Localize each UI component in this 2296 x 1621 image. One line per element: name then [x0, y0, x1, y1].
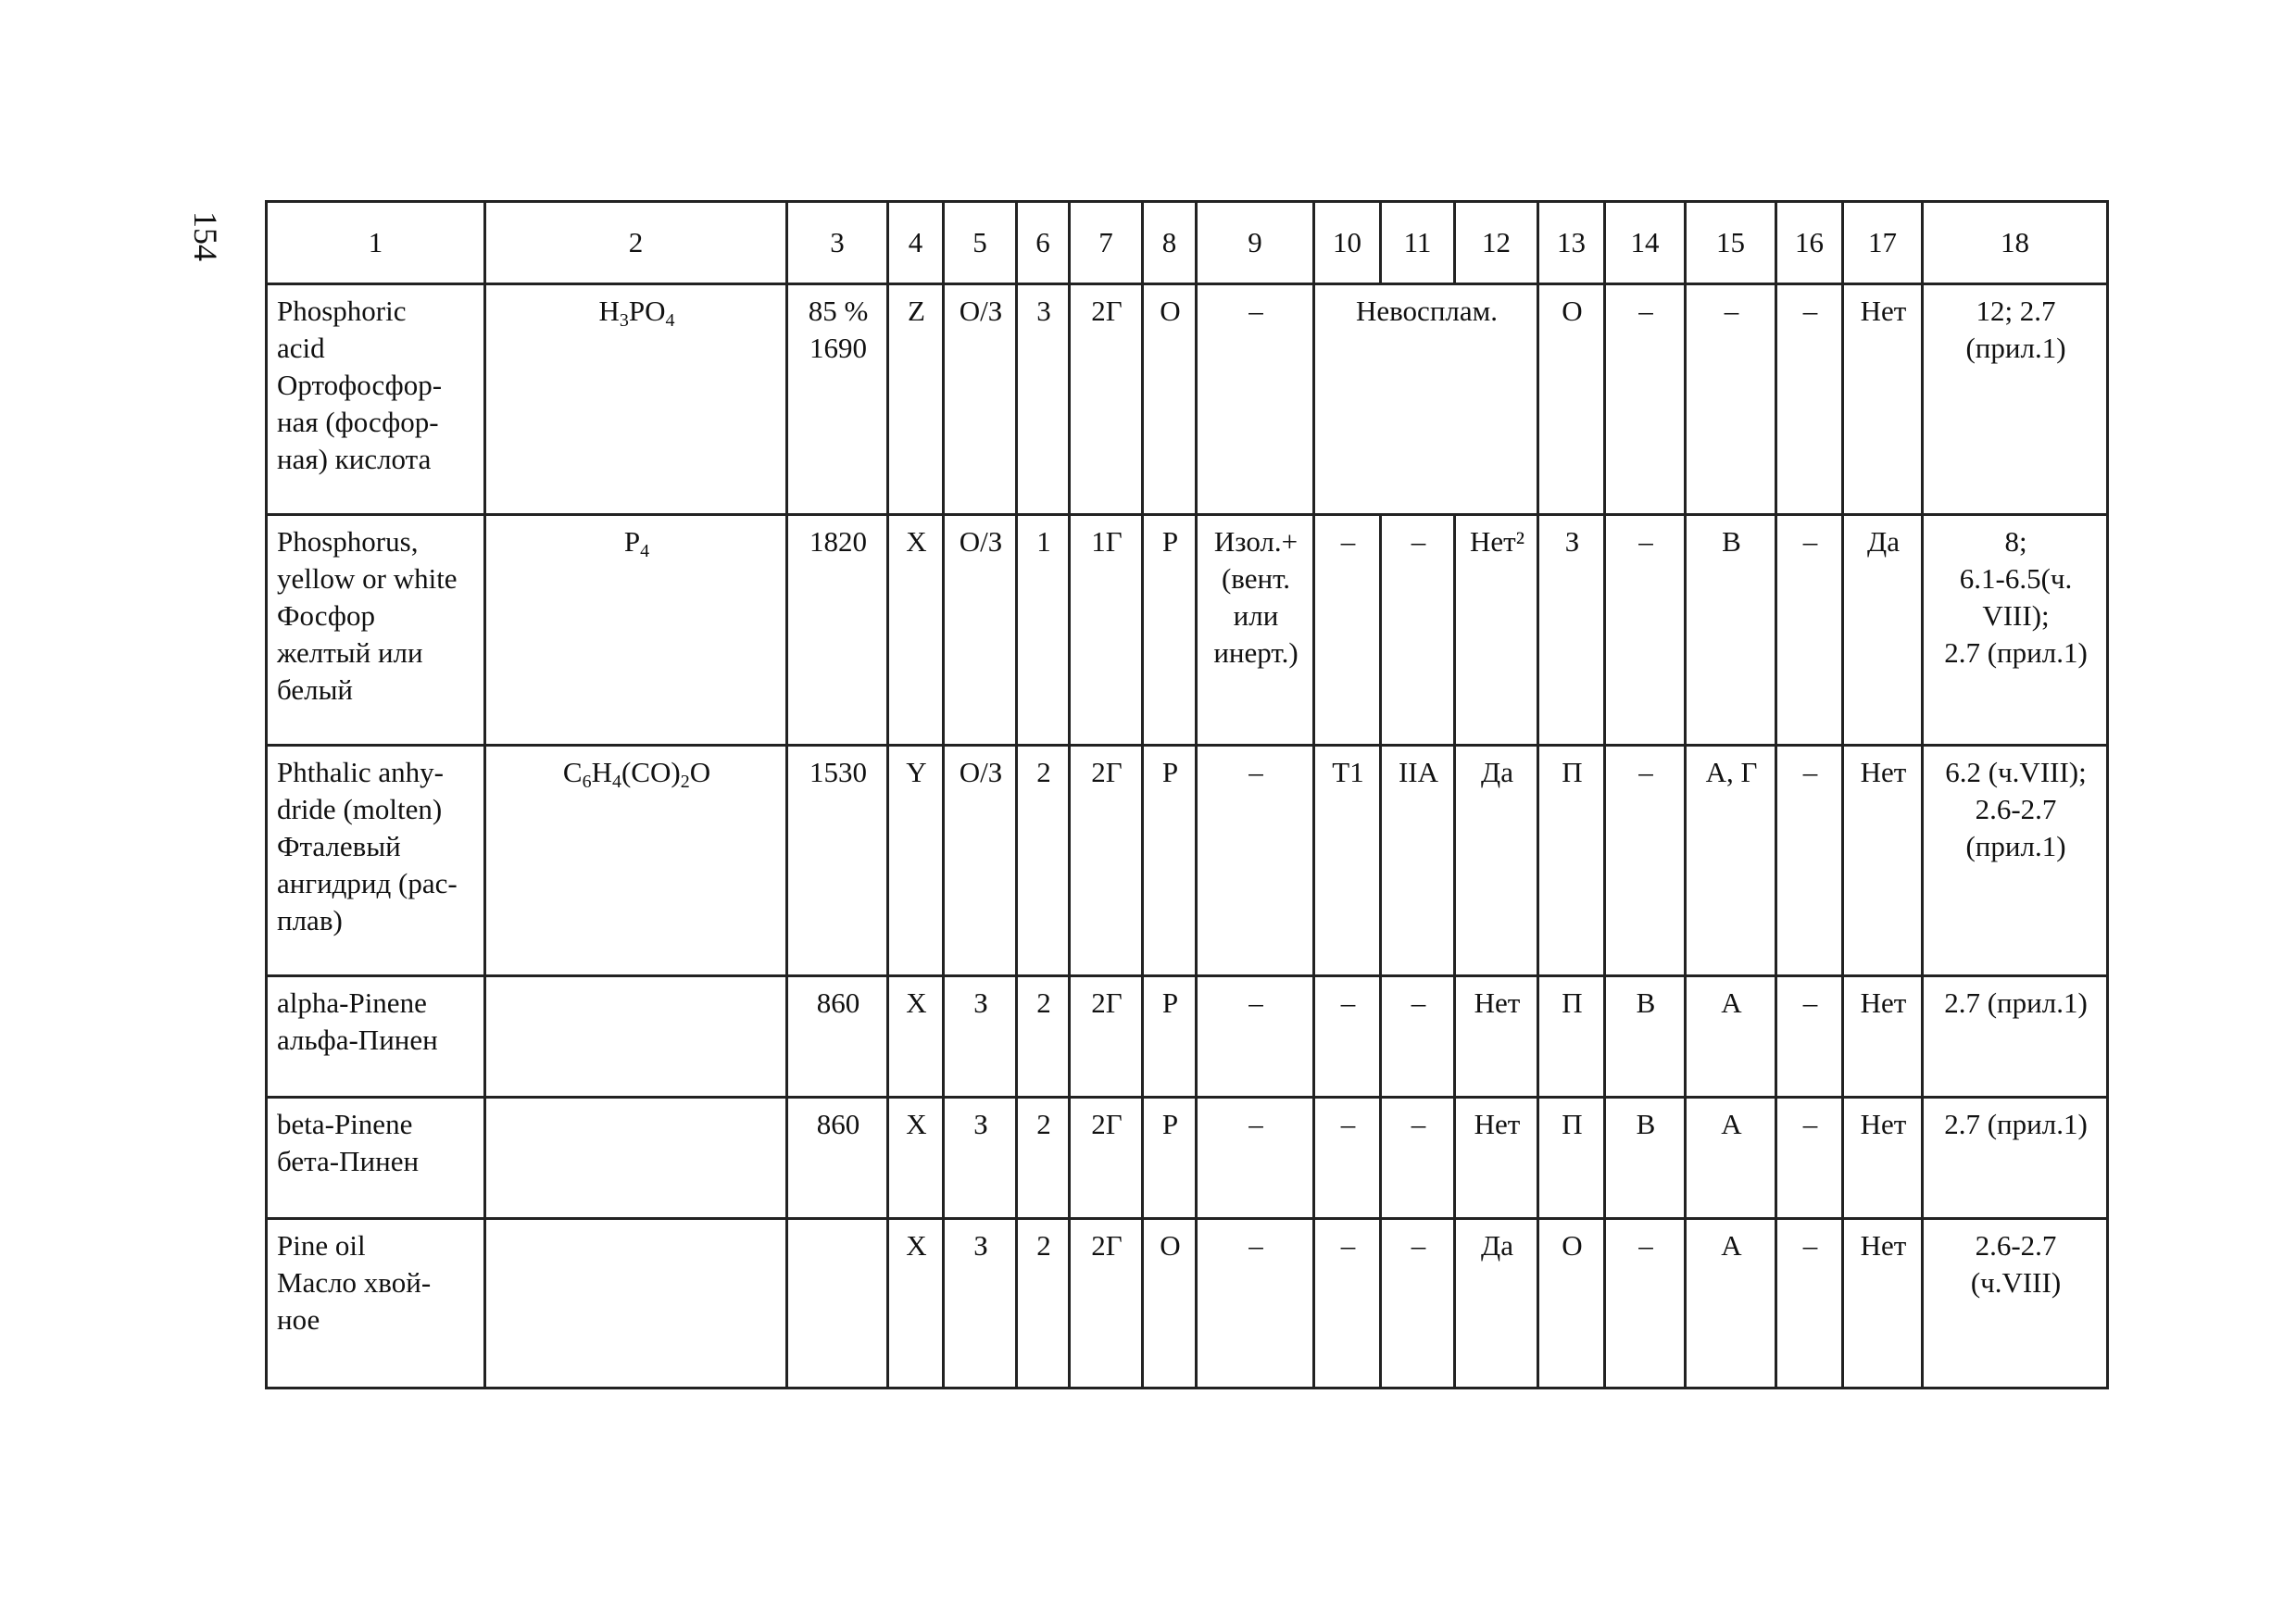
cell-col4: X [888, 515, 944, 746]
header-cell: 8 [1143, 202, 1197, 284]
chemical-formula: $H_3PO_4$ [485, 284, 787, 515]
cell-col8: О [1143, 1219, 1197, 1389]
cell-col14: В [1605, 1098, 1686, 1219]
header-cell: 12 [1455, 202, 1538, 284]
cell-col3: 860 [787, 1098, 888, 1219]
cell-col13: П [1538, 746, 1605, 976]
cell-col16: – [1776, 284, 1843, 515]
table-row [267, 1219, 2108, 1389]
table-row [267, 284, 2108, 515]
cell-col11: IIA [1381, 746, 1455, 976]
cell-col14: – [1605, 746, 1686, 976]
cell-col13: П [1538, 976, 1605, 1098]
cell-col15: А [1686, 976, 1776, 1098]
header-cell: 2 [485, 202, 787, 284]
cell-col14: – [1605, 284, 1686, 515]
header-cell: 18 [1923, 202, 2108, 284]
cell-col11: – [1381, 1098, 1455, 1219]
cell-col12: Да [1455, 1219, 1538, 1389]
cell-col13: П [1538, 1098, 1605, 1219]
cell-col10: – [1314, 1098, 1381, 1219]
cell-col9: – [1197, 746, 1314, 976]
cell-col6: 3 [1017, 284, 1070, 515]
cell-col18: 12; 2.7 (прил.1) [1923, 284, 2108, 515]
cell-col9: – [1197, 976, 1314, 1098]
cargo-properties-table [265, 200, 2109, 1389]
cell-col6: 2 [1017, 1098, 1070, 1219]
cell-col9: Изол.+ (вент. или инерт.) [1197, 515, 1314, 746]
cell-col5: З [944, 1219, 1017, 1389]
cell-col4: Y [888, 746, 944, 976]
cell-col8: О [1143, 284, 1197, 515]
cell-col5: О/З [944, 746, 1017, 976]
cell-col18: 2.7 (прил.1) [1923, 1098, 2108, 1219]
header-cell: 9 [1197, 202, 1314, 284]
cell-col8: Р [1143, 746, 1197, 976]
cell-col16: – [1776, 515, 1843, 746]
cell-col16: – [1776, 1098, 1843, 1219]
cargo-name: Phosphorus, yellow or white Фосфор желтый или белый [267, 515, 485, 746]
cell-col18: 2.7 (прил.1) [1923, 976, 2108, 1098]
page-number: 154 [187, 211, 224, 261]
cell-col13: О [1538, 1219, 1605, 1389]
cell-col16: – [1776, 1219, 1843, 1389]
cell-col6: 1 [1017, 515, 1070, 746]
chemical-formula [485, 976, 787, 1098]
header-cell: 15 [1686, 202, 1776, 284]
cell-col9: – [1197, 1098, 1314, 1219]
chemical-formula [485, 1098, 787, 1219]
cell-col5: О/З [944, 515, 1017, 746]
header-row [267, 202, 2108, 284]
cell-col18: 8; 6.1-6.5(ч. VIII); 2.7 (прил.1) [1923, 515, 2108, 746]
header-cell: 5 [944, 202, 1017, 284]
header-cell: 17 [1843, 202, 1923, 284]
cargo-name: Phthalic anhy- dride (molten) Фталевый ангидрид (рас- плав) [267, 746, 485, 976]
cell-col4: Z [888, 284, 944, 515]
cell-col3: 85 % 1690 [787, 284, 888, 515]
cell-col9: – [1197, 1219, 1314, 1389]
cell-col14: – [1605, 1219, 1686, 1389]
cell-col14: В [1605, 976, 1686, 1098]
cell-col18: 2.6-2.7 (ч.VIII) [1923, 1219, 2108, 1389]
cell-col10: – [1314, 1219, 1381, 1389]
cell-col7: 2Г [1070, 1219, 1143, 1389]
cell-col5: З [944, 1098, 1017, 1219]
header-cell: 3 [787, 202, 888, 284]
cell-col15: А, Г [1686, 746, 1776, 976]
cell-col17: Нет [1843, 284, 1923, 515]
cell-col7: 2Г [1070, 1098, 1143, 1219]
cell-col16: – [1776, 976, 1843, 1098]
chemical-formula: $P_4$ [485, 515, 787, 746]
cell-col10-12-merged: Невоcплам. [1314, 284, 1538, 515]
cell-col4: X [888, 1098, 944, 1219]
cell-col10: – [1314, 976, 1381, 1098]
header-cell: 6 [1017, 202, 1070, 284]
cell-col7: 2Г [1070, 284, 1143, 515]
cell-col12: Нет² [1455, 515, 1538, 746]
cell-col16: – [1776, 746, 1843, 976]
cargo-name: Phosphoric acid Ортофосфор- ная (фосфор- ная) кислота [267, 284, 485, 515]
header-cell: 4 [888, 202, 944, 284]
cell-col11: – [1381, 1219, 1455, 1389]
cell-col17: Нет [1843, 746, 1923, 976]
cell-col7: 2Г [1070, 746, 1143, 976]
cell-col5: З [944, 976, 1017, 1098]
cell-col6: 2 [1017, 1219, 1070, 1389]
cell-col8: Р [1143, 976, 1197, 1098]
cell-col6: 2 [1017, 746, 1070, 976]
cell-col3: 1530 [787, 746, 888, 976]
cell-col15: А [1686, 1098, 1776, 1219]
cell-col18: 6.2 (ч.VIII); 2.6-2.7 (прил.1) [1923, 746, 2108, 976]
header-cell: 16 [1776, 202, 1843, 284]
table-row [267, 976, 2108, 1098]
header-cell: 13 [1538, 202, 1605, 284]
cell-col15: В [1686, 515, 1776, 746]
table-row [267, 746, 2108, 976]
header-cell: 10 [1314, 202, 1381, 284]
cell-col3: 860 [787, 976, 888, 1098]
cell-col3 [787, 1219, 888, 1389]
cargo-name: alpha-Pinene альфа-Пинен [267, 976, 485, 1098]
cell-col4: X [888, 1219, 944, 1389]
cell-col13: З [1538, 515, 1605, 746]
cell-col13: О [1538, 284, 1605, 515]
cell-col15: – [1686, 284, 1776, 515]
cell-col5: О/З [944, 284, 1017, 515]
cell-col14: – [1605, 515, 1686, 746]
cell-col8: Р [1143, 515, 1197, 746]
header-cell: 14 [1605, 202, 1686, 284]
cell-col12: Нет [1455, 1098, 1538, 1219]
table-row [267, 515, 2108, 746]
chemical-formula: $C_6H_4(CO)_2O$ [485, 746, 787, 976]
cell-col17: Нет [1843, 976, 1923, 1098]
cell-col3: 1820 [787, 515, 888, 746]
cell-col15: А [1686, 1219, 1776, 1389]
cell-col9: – [1197, 284, 1314, 515]
cell-col17: Да [1843, 515, 1923, 746]
cell-col6: 2 [1017, 976, 1070, 1098]
cell-col8: Р [1143, 1098, 1197, 1219]
cell-col12: Нет [1455, 976, 1538, 1098]
header-cell: 7 [1070, 202, 1143, 284]
cell-col4: X [888, 976, 944, 1098]
table-row [267, 1098, 2108, 1219]
header-cell: 11 [1381, 202, 1455, 284]
cargo-name: beta-Pinene бета-Пинен [267, 1098, 485, 1219]
cell-col11: – [1381, 515, 1455, 746]
cell-col11: – [1381, 976, 1455, 1098]
cell-col10: – [1314, 515, 1381, 746]
cargo-name: Pine oil Масло хвой- ное [267, 1219, 485, 1389]
header-cell: 1 [267, 202, 485, 284]
chemical-formula [485, 1219, 787, 1389]
cell-col7: 1Г [1070, 515, 1143, 746]
cell-col17: Нет [1843, 1098, 1923, 1219]
cell-col12: Да [1455, 746, 1538, 976]
cell-col10: T1 [1314, 746, 1381, 976]
cell-col7: 2Г [1070, 976, 1143, 1098]
cell-col17: Нет [1843, 1219, 1923, 1389]
